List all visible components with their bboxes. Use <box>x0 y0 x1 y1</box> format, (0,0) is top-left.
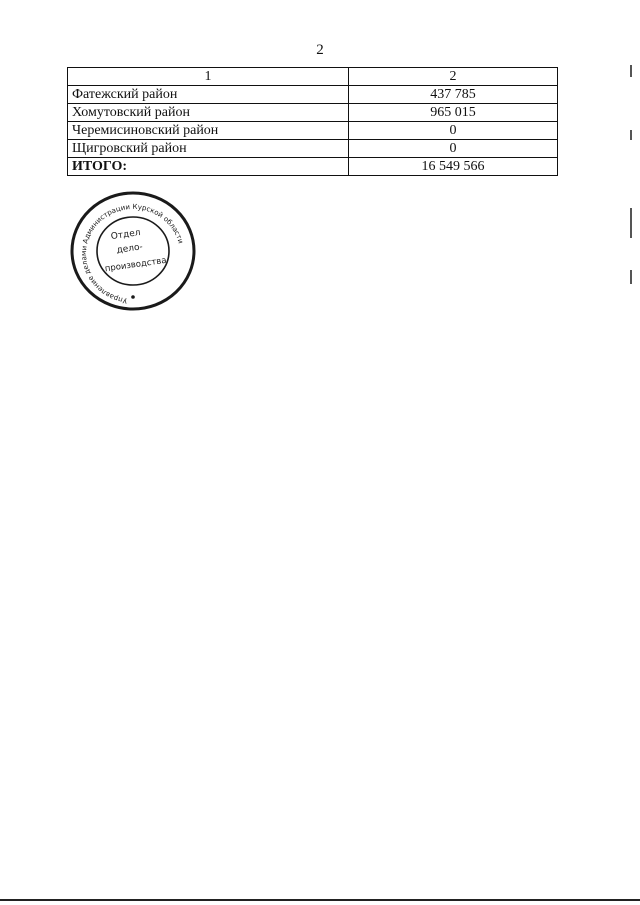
header-cell-2: 2 <box>349 68 558 86</box>
table-row <box>68 140 558 158</box>
allocation-table <box>67 67 558 176</box>
stamp-ring-text: Управление делами Администрации Курской области <box>80 202 185 305</box>
total-label: ИТОГО: <box>68 158 349 176</box>
department-stamp <box>68 189 198 313</box>
scan-mark <box>630 208 632 238</box>
table-row <box>68 104 558 122</box>
total-row <box>68 158 558 176</box>
district-name: Черемисиновский район <box>68 122 349 140</box>
district-name: Фатежский район <box>68 86 349 104</box>
table-row <box>68 86 558 104</box>
total-value: 16 549 566 <box>349 158 558 176</box>
page-number: 2 <box>316 42 324 58</box>
scan-mark <box>630 65 632 77</box>
bottom-rule <box>0 899 640 901</box>
stamp-center-line-3: производства <box>104 255 168 275</box>
scan-mark <box>630 270 632 284</box>
stamp-center-line-1: Отдел <box>110 227 142 243</box>
scan-mark <box>630 130 632 140</box>
district-value: 437 785 <box>349 86 558 104</box>
stamp-center-line-2: дело- <box>116 242 144 256</box>
district-value: 965 015 <box>349 104 558 122</box>
stamp-dot <box>131 295 135 299</box>
district-value: 0 <box>349 122 558 140</box>
table-header-row <box>68 68 558 86</box>
district-value: 0 <box>349 140 558 158</box>
district-name: Щигровский район <box>68 140 349 158</box>
district-name: Хомутовский район <box>68 104 349 122</box>
table-row <box>68 122 558 140</box>
header-cell-1: 1 <box>68 68 349 86</box>
